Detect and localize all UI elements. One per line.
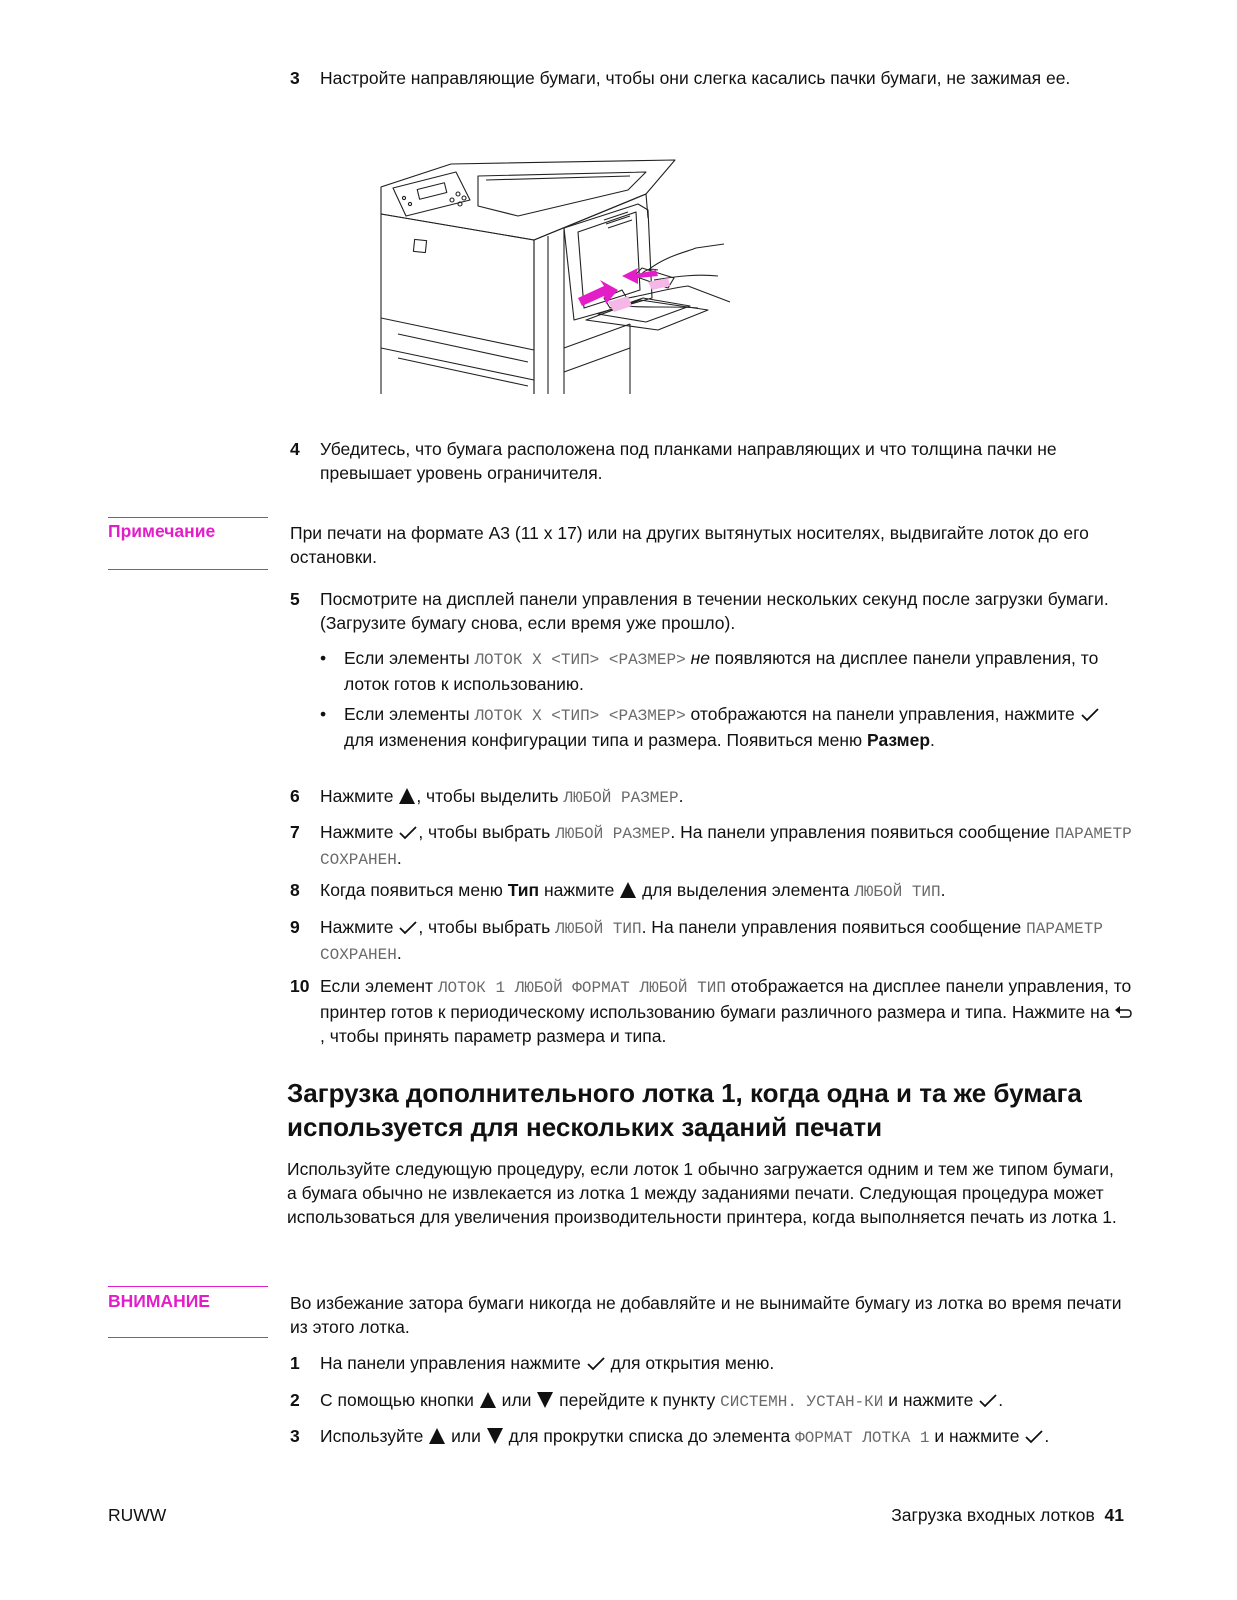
step-number: 3 — [290, 1426, 300, 1446]
checkmark-icon — [1024, 1429, 1044, 1445]
bullet-text — [344, 646, 1134, 696]
up-arrow-icon — [398, 787, 416, 805]
step-text — [320, 784, 1135, 810]
step-text — [320, 1388, 1135, 1414]
text: Нажмите — [320, 822, 399, 842]
text: . — [396, 943, 402, 963]
text: . — [678, 786, 684, 806]
text: или — [446, 1426, 486, 1446]
text: , чтобы выделить — [416, 786, 564, 806]
step-number: 4 — [290, 439, 300, 459]
step-text — [320, 1351, 1135, 1375]
text: Если элементы — [344, 704, 475, 724]
text: Если элемент — [320, 976, 438, 996]
text: появляются на дисплее панели управления, то лоток готов к использованию. — [344, 648, 1099, 694]
step-number: 10 — [290, 976, 310, 996]
text: . — [1044, 1426, 1050, 1446]
text: Нажмите — [320, 786, 399, 806]
step-number: 9 — [290, 917, 300, 937]
display-code: ЛОТОК X <ТИП> <РАЗМЕР> — [474, 707, 686, 725]
bullet-text — [344, 702, 1134, 752]
display-code: ЛЮБОЙ ТИП — [555, 920, 642, 938]
text: для открытия меню. — [605, 1353, 775, 1373]
menu-name: Тип — [507, 880, 540, 900]
note-bottom-rule — [108, 569, 268, 570]
text: для выделения элемента — [637, 880, 855, 900]
down-arrow-icon — [536, 1391, 554, 1409]
step-text: Убедитесь, что бумага расположена под планками направляющих и что толщина пачки не превышает уровень ограничителя. — [320, 439, 1057, 483]
checkmark-icon — [978, 1393, 998, 1409]
text: Используйте — [320, 1426, 429, 1446]
note-label: Примечание — [108, 521, 216, 541]
step-text: Настройте направляющие бумаги, чтобы они слегка касались пачки бумаги, не зажимая ее. — [320, 68, 1071, 88]
step-text — [320, 878, 1135, 904]
text: и нажмите — [883, 1390, 979, 1410]
step-number: 8 — [290, 880, 300, 900]
caution-text: Во избежание затора бумаги никогда не добавляйте и не вынимайте бумагу из лотка во время печати из этого лотка. — [290, 1293, 1122, 1337]
text: . — [940, 880, 946, 900]
display-code: ЛЮБОЙ РАЗМЕР — [563, 789, 679, 807]
bullet-dot: • — [320, 704, 327, 724]
printer-illustration — [378, 158, 738, 396]
step-number: 1 — [290, 1353, 300, 1373]
step-number: 5 — [290, 589, 300, 609]
caution-bottom-rule — [108, 1337, 268, 1338]
menu-name: Размер — [867, 730, 931, 750]
note-top-rule — [108, 517, 268, 518]
note-text: При печати на формате A3 (11 x 17) или на других вытянутых носителях, выдвигайте лоток до его остановки. — [290, 523, 1089, 567]
checkmark-icon — [398, 825, 418, 841]
up-arrow-icon — [479, 1391, 497, 1409]
section-paragraph: Используйте следующую процедуру, если лоток 1 обычно загружается одним и тем же типом бумаги, а бумага обычно не извлекается из лотка 1 между заданиями печати. Следующая процедура может использоваться для увеличения производительности принтера, когда выполняется печать из лотка 1. — [287, 1159, 1117, 1227]
display-code: СИСТЕМН. УСТАН-КИ — [720, 1393, 884, 1411]
text: . На панели управления появиться сообщение — [670, 822, 1055, 842]
back-arrow-icon — [1114, 1005, 1134, 1021]
display-code: ЛЮБОЙ ТИП — [854, 883, 941, 901]
step-number: 2 — [290, 1390, 300, 1410]
step-number: 6 — [290, 786, 300, 806]
footer-section-title: Загрузка входных лотков — [891, 1505, 1095, 1525]
footer-right — [891, 1505, 1124, 1526]
text: . — [930, 730, 935, 750]
caution-top-rule — [108, 1286, 268, 1287]
display-code: ЛОТОК X <ТИП> <РАЗМЕР> — [474, 651, 686, 669]
text: , чтобы выбрать — [418, 917, 556, 937]
text: С помощью кнопки — [320, 1390, 479, 1410]
emphasis: не — [690, 648, 710, 668]
checkmark-icon — [586, 1356, 606, 1372]
text: . — [396, 848, 402, 868]
text: и нажмите — [929, 1426, 1025, 1446]
up-arrow-icon — [428, 1427, 446, 1445]
checkmark-icon — [1080, 707, 1100, 723]
display-code: ПАРАМЕТР СОХРАНЕН — [320, 825, 1132, 869]
text: , чтобы принять параметр размера и типа. — [320, 1026, 667, 1046]
text: . — [998, 1390, 1004, 1410]
caution-label: ВНИМАНИЕ — [108, 1291, 210, 1311]
step-text — [320, 974, 1135, 1048]
step-number: 3 — [290, 68, 300, 88]
checkmark-icon — [398, 920, 418, 936]
text: На панели управления нажмите — [320, 1353, 586, 1373]
text: Если элементы — [344, 648, 475, 668]
bullet-dot: • — [320, 648, 327, 668]
text: для прокрутки списка до элемента — [503, 1426, 796, 1446]
page-number: 41 — [1104, 1505, 1124, 1525]
down-arrow-icon — [486, 1427, 504, 1445]
step-number: 7 — [290, 822, 300, 842]
display-code: ЛЮБОЙ РАЗМЕР — [555, 825, 671, 843]
up-arrow-icon — [619, 881, 637, 899]
text: нажмите — [539, 880, 620, 900]
text: . На панели управления появиться сообщение — [641, 917, 1027, 937]
text: перейдите к пункту — [554, 1390, 721, 1410]
display-code: ПАРАМЕТР СОХРАНЕН — [320, 920, 1103, 964]
text: или — [496, 1390, 537, 1410]
text: для изменения конфигурации типа и размера. Появиться меню — [344, 730, 868, 750]
step-text: Посмотрите на дисплей панели управления в течении нескольких секунд после загрузки бумаги. (Загрузите бумагу снова, если время уже прошло). — [320, 589, 1109, 633]
text: , чтобы выбрать — [418, 822, 556, 842]
step-text — [320, 915, 1135, 967]
section-heading: Загрузка дополнительного лотка 1, когда одна и та же бумага используется для нескольких заданий печати — [287, 1078, 1082, 1142]
text: отображаются на панели управления, нажмите — [685, 704, 1080, 724]
display-code: ФОРМАТ ЛОТКА 1 — [795, 1429, 930, 1447]
step-text — [320, 1424, 1135, 1450]
text: Когда появиться меню — [320, 880, 508, 900]
step-text — [320, 820, 1135, 872]
text: отображается на дисплее панели управления, то принтер готов к периодическому использованию бумаги различного размера и типа. Нажмите на — [320, 976, 1132, 1022]
footer-left: RUWW — [108, 1505, 167, 1525]
text: Нажмите — [320, 917, 399, 937]
display-code: ЛОТОК 1 ЛЮБОЙ ФОРМАТ ЛЮБОЙ ТИП — [437, 979, 726, 997]
